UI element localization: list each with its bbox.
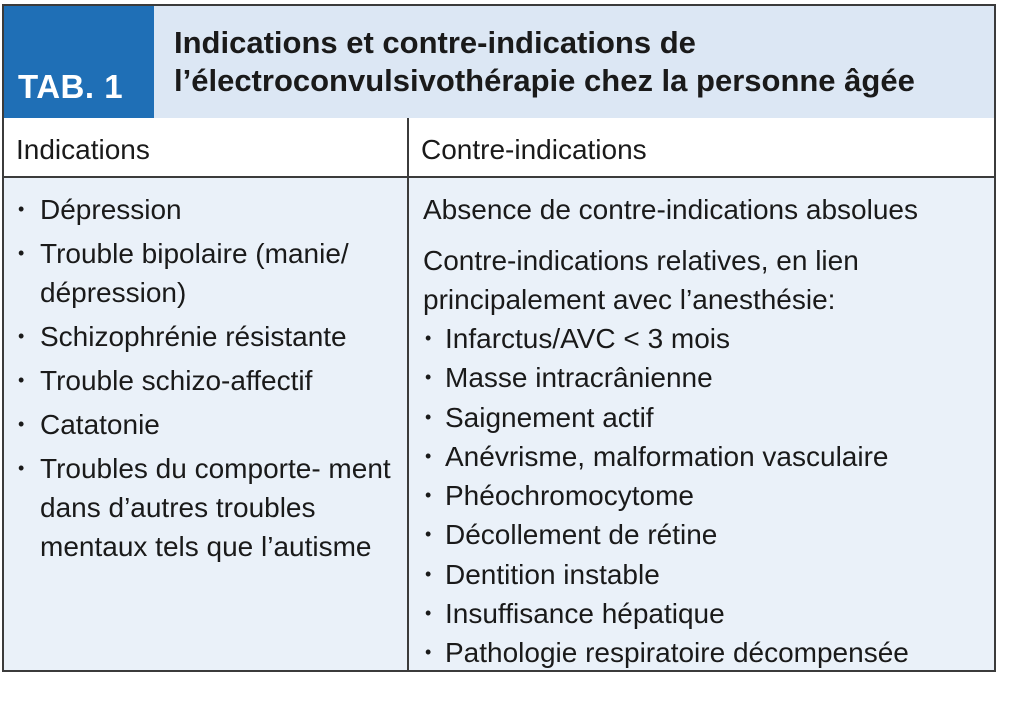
contraindication-item: • Dentition instable <box>423 555 986 594</box>
contraindication-item: • Phéochromocytome <box>423 476 986 515</box>
indication-item: • Dépression <box>16 190 397 229</box>
table-number-label: TAB. 1 <box>4 6 154 118</box>
header-indications: Indications <box>16 134 150 165</box>
table <box>2 4 996 672</box>
contraindication-item: • Décollement de rétine <box>423 515 986 554</box>
contre-indications-cell <box>409 178 994 670</box>
indication-item: • Catatonie <box>16 405 397 444</box>
contraindication-item: • Pathologie respiratoire décompensée <box>423 633 986 672</box>
table-title-bar <box>4 6 994 120</box>
contraindication-item: • Anévrisme, malformation vasculaire <box>423 437 986 476</box>
relative-contraindications-list <box>423 319 986 673</box>
indication-item: • Trouble schizo-affectif <box>16 361 397 400</box>
table-body-row <box>4 178 994 670</box>
indications-list <box>4 178 407 566</box>
column-divider <box>407 118 409 670</box>
contraindication-item: • Insuffisance hépatique <box>423 594 986 633</box>
indication-item: • Trouble bipolaire (manie/ dépression) <box>16 234 397 312</box>
table-title-line-2: l’électroconvulsivothérapie chez la personne âgée <box>174 63 915 98</box>
table-title-line-1: Indications et contre-indications de <box>174 25 696 60</box>
indication-item: • Schizophrénie résistante <box>16 317 397 356</box>
indications-cell <box>4 178 407 670</box>
contraindication-item: • Infarctus/AVC < 3 mois <box>423 319 986 358</box>
indication-item: • Troubles du comporte- ment dans d’autres troubles mentaux tels que l’autisme <box>16 449 397 566</box>
relative-intro-line-2: principalement avec l’anesthésie: <box>423 284 836 315</box>
contraindication-item: • Masse intracrânienne <box>423 358 986 397</box>
contraindication-item: • Saignement actif <box>423 398 986 437</box>
header-contre-indications: Contre-indications <box>421 134 647 165</box>
absolute-contraindications-text: Absence de contre-indications absolues <box>423 194 918 225</box>
relative-contraindications-intro <box>423 241 986 319</box>
column-header-row <box>4 118 994 178</box>
relative-intro-line-1: Contre-indications relatives, en lien <box>423 245 859 276</box>
table-title <box>174 24 984 100</box>
